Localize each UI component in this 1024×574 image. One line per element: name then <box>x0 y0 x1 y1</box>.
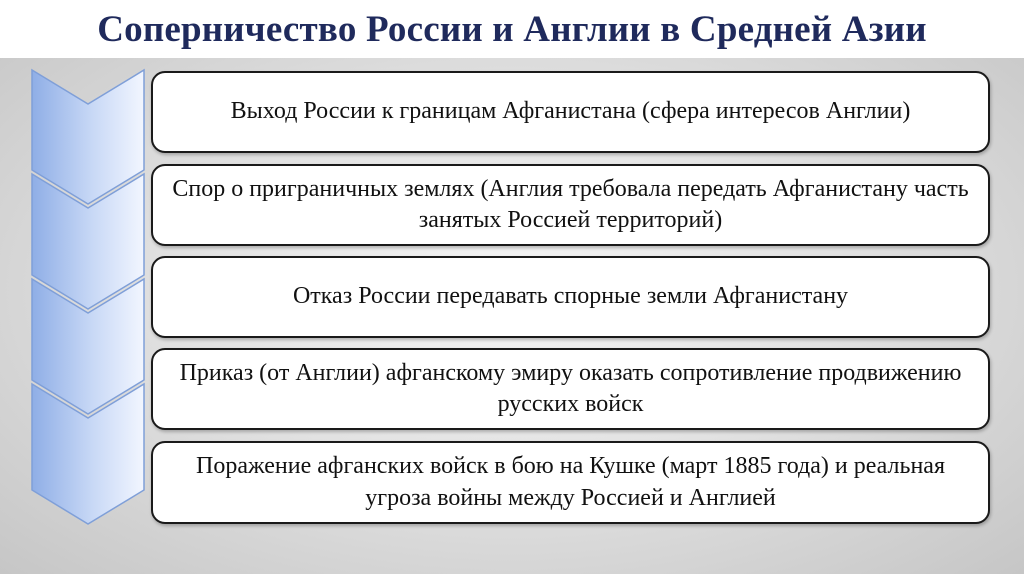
step-box-3 <box>151 256 990 338</box>
step-text-4: Приказ (от Англии) афганскому эмиру оказать сопротивление продвижению русских войск <box>179 359 962 417</box>
step-text-2: Спор о приграничных землях (Англия требовала передать Афганистану часть занятых Россией территорий) <box>172 175 969 233</box>
title-bar <box>0 0 1024 58</box>
step-box-2 <box>151 164 990 246</box>
step-box-4 <box>151 348 990 430</box>
step-text-5: Поражение афганских войск в бою на Кушке (март 1885 года) и реальная угроза войны между Россией и Англией <box>196 453 945 511</box>
page-title: Соперничество России и Англии в Средней Азии <box>97 8 927 50</box>
step-box-1 <box>151 71 990 153</box>
step-text-3: Отказ России передавать спорные земли Афганистану <box>292 283 849 310</box>
step-text-1: Выход России к границам Афганистана (сфера интересов Англии) <box>230 98 911 125</box>
step-box-5 <box>151 441 990 524</box>
diagram-area <box>0 58 1024 574</box>
